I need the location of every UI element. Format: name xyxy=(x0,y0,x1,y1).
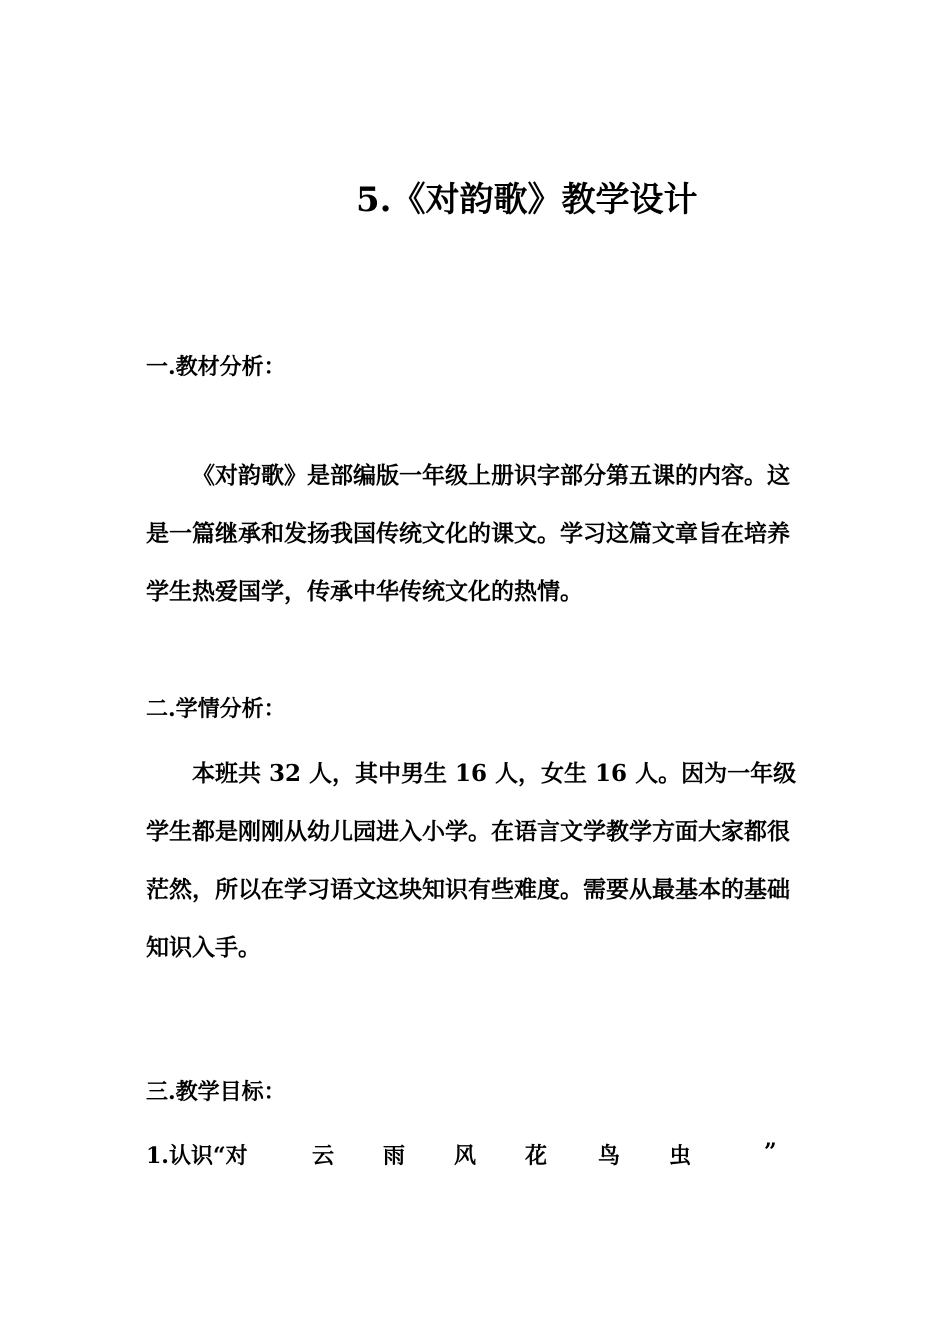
section-paragraph-student-analysis: 本班共 32 人，其中男生 16 人，女生 16 人。因为一年级学生都是刚刚从幼儿园进入小学。在语言文学教学方面大家都很茫然，所以在学习语文这块知识有些难度。需要从最基本的基础知识入手。 xyxy=(146,760,797,961)
section-heading-textbook-analysis: 一.教材分析： xyxy=(146,354,286,380)
section-heading-student-analysis: 二.学情分析： xyxy=(146,696,286,722)
document-title: 5.《对韵歌》教学设计 xyxy=(356,180,698,220)
goal-item-prefix: 1.认识“对 xyxy=(146,1143,248,1169)
goal-char: 花 xyxy=(525,1143,548,1169)
goal-char: 雨 xyxy=(383,1143,406,1169)
goal-char: 鸟 xyxy=(598,1143,621,1169)
goal-char: 云 xyxy=(312,1143,335,1169)
goal-close-quote: ” xyxy=(764,1139,777,1165)
section-paragraph-textbook-analysis: 《对韵歌》是部编版一年级上册识字部分第五课的内容。这是一篇继承和发扬我国传统文化的课文。学习这篇文章旨在培养学生热爱国学，传承中华传统文化的热情。 xyxy=(146,462,790,605)
goal-char: 虫 xyxy=(669,1143,692,1169)
goal-char: 风 xyxy=(454,1143,477,1169)
section-heading-teaching-goals: 三.教学目标： xyxy=(146,1079,286,1105)
